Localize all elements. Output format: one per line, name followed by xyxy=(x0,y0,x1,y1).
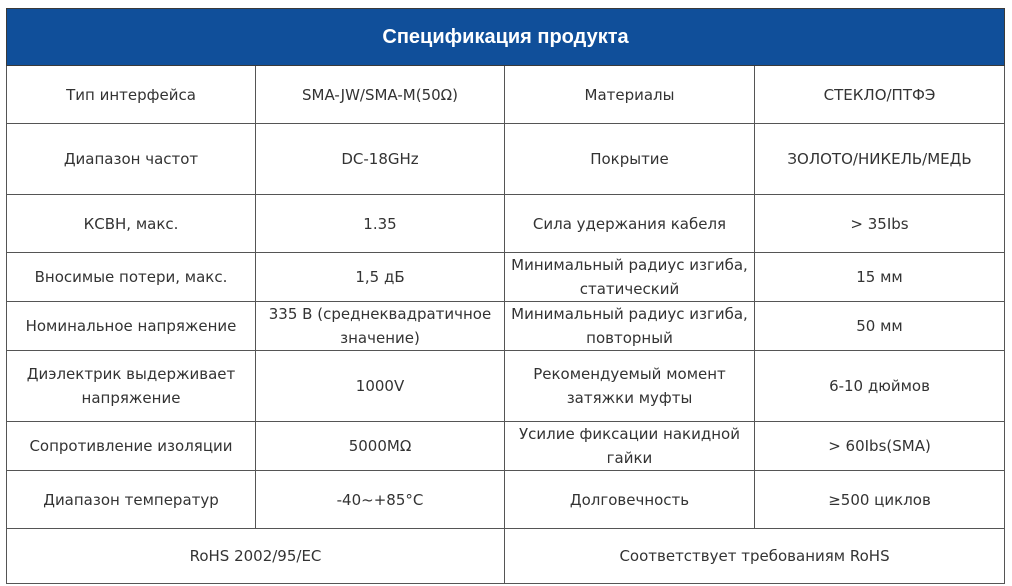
param-repeated-bend-radius-label: Минимальный радиус изгиба, повторный xyxy=(505,302,755,351)
param-temperature-value: -40~+85°C xyxy=(256,471,505,529)
param-repeated-bend-radius-value: 50 мм xyxy=(755,302,1005,351)
param-coupling-torque-value: 6-10 дюймов xyxy=(755,351,1005,422)
param-static-bend-radius-value: 15 мм xyxy=(755,253,1005,302)
param-rated-voltage-label: Номинальное напряжение xyxy=(7,302,256,351)
table-title: Спецификация продукта xyxy=(7,9,1005,66)
param-durability-label: Долговечность xyxy=(505,471,755,529)
spec-table xyxy=(6,8,1005,584)
param-materials-value: СТЕКЛО/ПТФЭ xyxy=(755,66,1005,124)
param-durability-value: ≥500 циклов xyxy=(755,471,1005,529)
param-frequency-value: DC-18GHz xyxy=(256,124,505,195)
param-materials-label: Материалы xyxy=(505,66,755,124)
table-row xyxy=(7,529,1005,584)
table-row xyxy=(7,471,1005,529)
param-dielectric-voltage-value: 1000V xyxy=(256,351,505,422)
param-nut-retention-value: > 60Ibs(SMA) xyxy=(755,422,1005,471)
param-vswr-label: КСВН, макс. xyxy=(7,195,256,253)
table-row xyxy=(7,66,1005,124)
table-row xyxy=(7,422,1005,471)
param-frequency-label: Диапазон частот xyxy=(7,124,256,195)
param-insulation-resistance-value: 5000MΩ xyxy=(256,422,505,471)
param-rated-voltage-value: 335 В (среднеквадратичное значение) xyxy=(256,302,505,351)
table-row xyxy=(7,302,1005,351)
table-row xyxy=(7,253,1005,302)
param-insertion-loss-value: 1,5 дБ xyxy=(256,253,505,302)
param-static-bend-radius-label: Минимальный радиус изгиба, статический xyxy=(505,253,755,302)
rohs-compliance: Соответствует требованиям RoHS xyxy=(505,529,1005,584)
param-interface-type-label: Тип интерфейса xyxy=(7,66,256,124)
param-interface-type-value: SMA-JW/SMA-M(50Ω) xyxy=(256,66,505,124)
param-cable-retention-value: > 35Ibs xyxy=(755,195,1005,253)
param-plating-value: ЗОЛОТО/НИКЕЛЬ/МЕДЬ xyxy=(755,124,1005,195)
param-insertion-loss-label: Вносимые потери, макс. xyxy=(7,253,256,302)
param-vswr-value: 1.35 xyxy=(256,195,505,253)
param-insulation-resistance-label: Сопротивление изоляции xyxy=(7,422,256,471)
table-row xyxy=(7,351,1005,422)
table-row xyxy=(7,124,1005,195)
param-nut-retention-label: Усилие фиксации накидной гайки xyxy=(505,422,755,471)
table-row xyxy=(7,195,1005,253)
param-cable-retention-label: Сила удержания кабеля xyxy=(505,195,755,253)
param-plating-label: Покрытие xyxy=(505,124,755,195)
param-coupling-torque-label: Рекомендуемый момент затяжки муфты xyxy=(505,351,755,422)
param-temperature-label: Диапазон температур xyxy=(7,471,256,529)
param-dielectric-voltage-label: Диэлектрик выдерживает напряжение xyxy=(7,351,256,422)
rohs-standard: RoHS 2002/95/EC xyxy=(7,529,505,584)
